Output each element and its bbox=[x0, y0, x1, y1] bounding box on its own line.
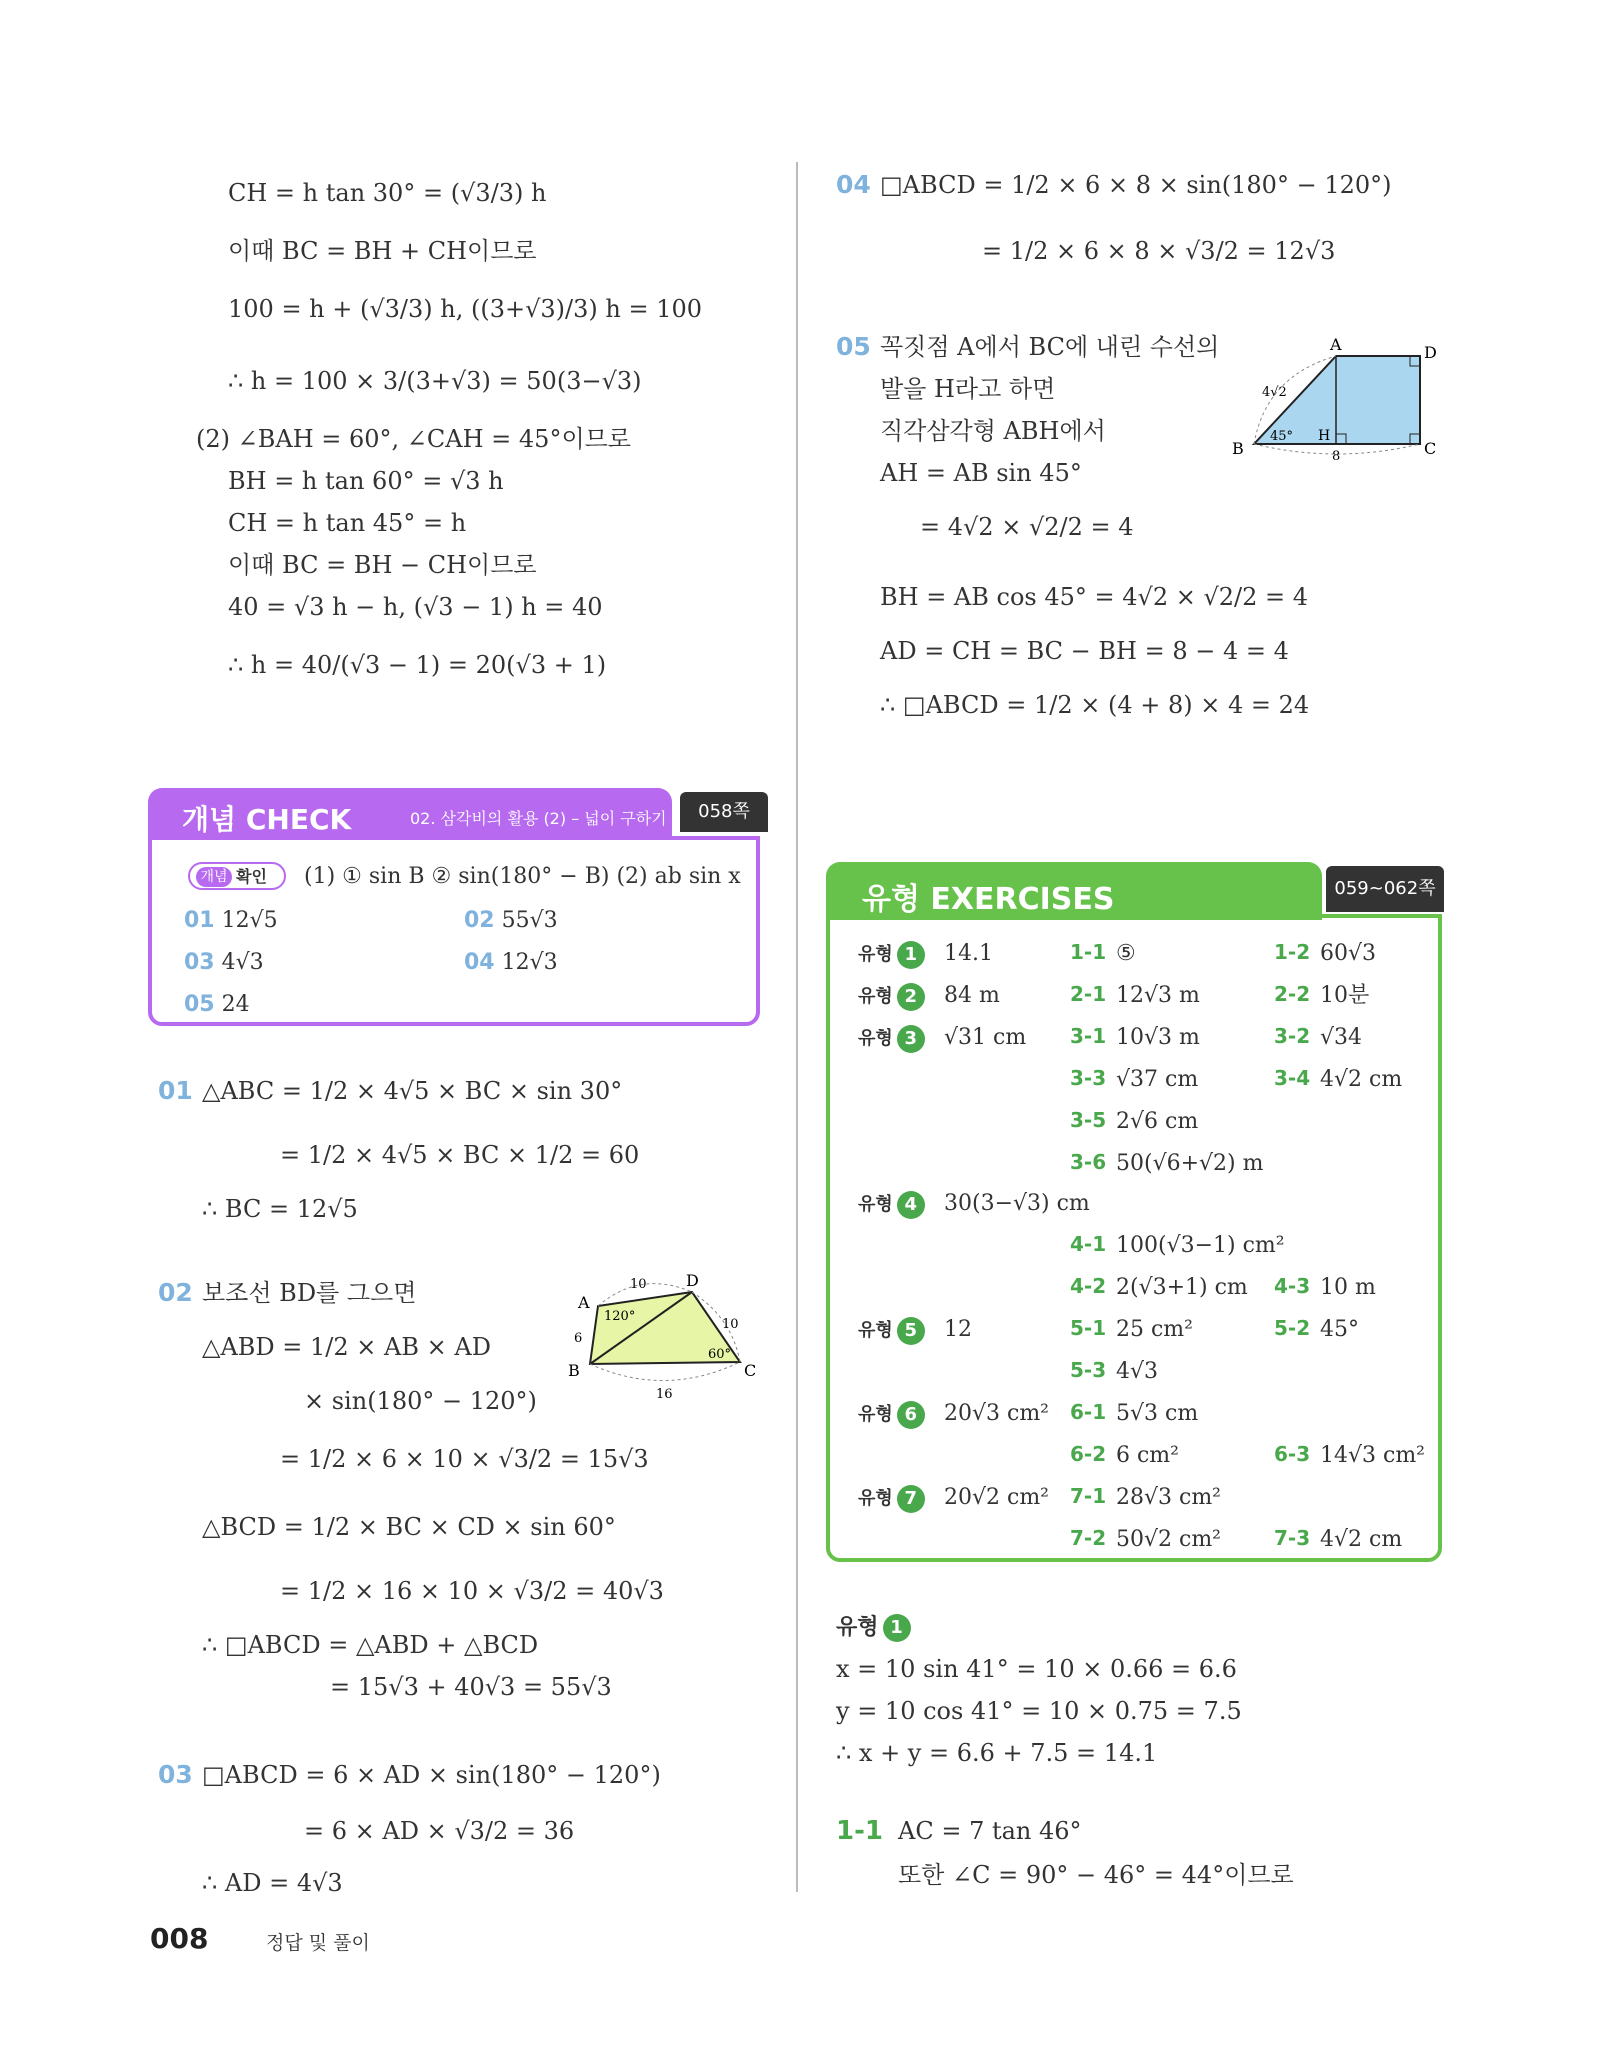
exercise-answer: 25 cm² bbox=[1116, 1317, 1193, 1342]
solution-line: △BCD = 1/2 × BC × CD × sin 60° bbox=[202, 1513, 616, 1541]
exercise-key: 4-1 bbox=[1070, 1232, 1107, 1256]
solution-line: × sin(180° − 120°) bbox=[304, 1387, 537, 1415]
side-ab-label: 4√2 bbox=[1262, 385, 1287, 400]
solution-line: CH = h tan 30° = (√3/3) h bbox=[228, 179, 547, 207]
concept-confirm-pill bbox=[188, 862, 286, 890]
vertex-a-label: A bbox=[578, 1293, 590, 1312]
vertex-c-label: C bbox=[1424, 439, 1437, 458]
solution-line: AD = CH = BC − BH = 8 − 4 = 4 bbox=[880, 637, 1289, 665]
exercise-key: 2-2 bbox=[1274, 982, 1311, 1006]
type-answer: 12 bbox=[944, 1317, 972, 1342]
exercise-key: 5-3 bbox=[1070, 1358, 1107, 1382]
problem-number: 02 bbox=[158, 1278, 193, 1307]
solution-line: 직각삼각형 ABH에서 bbox=[880, 417, 1106, 445]
exercise-answer: 50√2 cm² bbox=[1116, 1527, 1222, 1552]
exercise-key: 6-1 bbox=[1070, 1400, 1107, 1424]
exercise-answer: 10√3 m bbox=[1116, 1025, 1200, 1050]
exercise-answer: 28√3 cm² bbox=[1116, 1485, 1222, 1510]
solution-line: 40 = √3 h − h, (√3 − 1) h = 40 bbox=[228, 593, 603, 621]
solution-line: 보조선 BD를 그으면 bbox=[202, 1279, 417, 1307]
exercise-key: 4-3 bbox=[1274, 1274, 1311, 1298]
solution-line: = 15√3 + 40√3 = 55√3 bbox=[330, 1673, 612, 1701]
exercise-key: 6-3 bbox=[1274, 1442, 1311, 1466]
exercise-answer: 2(√3+1) cm bbox=[1116, 1275, 1248, 1300]
side-bc-label: 8 bbox=[1332, 449, 1341, 460]
solution-line: ∴ □ABCD = 1/2 × (4 + 8) × 4 = 24 bbox=[880, 691, 1310, 719]
vertex-b-label: B bbox=[1232, 439, 1244, 458]
type-answer: 20√3 cm² bbox=[944, 1401, 1050, 1426]
exercises-title: 유형 EXERCISES bbox=[862, 882, 1115, 917]
type-answer: √31 cm bbox=[944, 1025, 1027, 1050]
exercise-key: 3-2 bbox=[1274, 1024, 1311, 1048]
solution-line: 이때 BC = BH − CH이므로 bbox=[228, 551, 537, 579]
angle-c-label: 60° bbox=[708, 1347, 732, 1362]
solution-line: = 1/2 × 4√5 × BC × 1/2 = 60 bbox=[280, 1141, 640, 1169]
solution-line: y = 10 cos 41° = 10 × 0.75 = 7.5 bbox=[836, 1697, 1242, 1725]
solution-key: 1-1 bbox=[836, 1816, 883, 1846]
type-label: 유형 3 bbox=[858, 1024, 925, 1053]
check-item: 01 12√5 bbox=[184, 908, 278, 933]
exercise-answer: 45° bbox=[1320, 1317, 1359, 1342]
solution-line: 또한 ∠C = 90° − 46° = 44°이므로 bbox=[898, 1861, 1294, 1889]
solution-line: ∴ h = 100 × 3/(3+√3) = 50(3−√3) bbox=[228, 367, 642, 395]
exercise-answer: 4√2 cm bbox=[1320, 1067, 1403, 1092]
exercise-answer: 60√3 bbox=[1320, 941, 1377, 966]
exercise-key: 2-1 bbox=[1070, 982, 1107, 1006]
problem-number: 05 bbox=[836, 332, 871, 361]
solution-line: □ABCD = 6 × AD × sin(180° − 120°) bbox=[202, 1761, 661, 1789]
problem-number: 01 bbox=[158, 1076, 193, 1105]
exercise-key: 1-2 bbox=[1274, 940, 1311, 964]
exercise-key: 7-1 bbox=[1070, 1484, 1107, 1508]
side-ab-label: 6 bbox=[574, 1331, 583, 1346]
solution-line: AH = AB sin 45° bbox=[880, 459, 1082, 487]
solution-line: BH = AB cos 45° = 4√2 × √2/2 = 4 bbox=[880, 583, 1309, 611]
concept-check-header bbox=[148, 788, 672, 840]
problem-number: 03 bbox=[158, 1760, 193, 1789]
solution-line: 꼭짓점 A에서 BC에 내린 수선의 bbox=[880, 333, 1220, 361]
solution-line: △ABC = 1/2 × 4√5 × BC × sin 30° bbox=[202, 1077, 623, 1105]
concept-check-title: 개념 CHECK bbox=[182, 803, 352, 836]
column-divider bbox=[796, 162, 798, 1892]
quadrilateral-figure-02 bbox=[560, 1268, 770, 1404]
solution-type-heading: 유형 1 bbox=[836, 1610, 911, 1642]
exercise-answer: 50(√6+√2) m bbox=[1116, 1151, 1264, 1176]
exercise-answer: 5√3 cm bbox=[1116, 1401, 1199, 1426]
solution-line: ∴ BC = 12√5 bbox=[202, 1195, 358, 1223]
type-answer: 30(3−√3) cm bbox=[944, 1191, 1090, 1216]
vertex-c-label: C bbox=[744, 1361, 757, 1380]
solution-line: □ABCD = 1/2 × 6 × 8 × sin(180° − 120°) bbox=[880, 171, 1392, 199]
type-label: 유형 7 bbox=[858, 1484, 925, 1513]
solution-line: ∴ □ABCD = △ABD + △BCD bbox=[202, 1631, 539, 1659]
check-item: 05 24 bbox=[184, 992, 250, 1017]
solution-line: △ABD = 1/2 × AB × AD bbox=[202, 1333, 491, 1361]
vertex-d-label: D bbox=[686, 1271, 699, 1290]
solution-line: CH = h tan 45° = h bbox=[228, 509, 467, 537]
exercises-header bbox=[826, 862, 1322, 920]
solution-line: ∴ AD = 4√3 bbox=[202, 1869, 343, 1897]
check-item: 04 12√3 bbox=[464, 950, 558, 975]
type-answer: 84 m bbox=[944, 983, 1000, 1008]
problem-number: 04 bbox=[836, 170, 871, 199]
solution-line: = 6 × AD × √3/2 = 36 bbox=[304, 1817, 575, 1845]
pill-label-a: 개념 bbox=[196, 867, 232, 887]
footer-title: 정답 및 풀이 bbox=[266, 1932, 370, 1954]
solution-line: 발을 H라고 하면 bbox=[880, 375, 1056, 403]
exercise-key: 3-1 bbox=[1070, 1024, 1107, 1048]
exercise-key: 3-6 bbox=[1070, 1150, 1107, 1174]
concept-check-subtitle: 02. 삼각비의 활용 (2) – 넓이 구하기 bbox=[410, 809, 667, 828]
foot-h-label: H bbox=[1318, 428, 1331, 444]
solution-line: = 4√2 × √2/2 = 4 bbox=[920, 513, 1134, 541]
solution-line: = 1/2 × 6 × 10 × √3/2 = 15√3 bbox=[280, 1445, 649, 1473]
page-number: 008 bbox=[150, 1922, 209, 1955]
solution-line: 100 = h + (√3/3) h, ((3+√3)/3) h = 100 bbox=[228, 295, 702, 323]
check-item: 03 4√3 bbox=[184, 950, 264, 975]
trapezoid-figure-05 bbox=[1226, 330, 1444, 460]
exercise-answer: 2√6 cm bbox=[1116, 1109, 1199, 1134]
solution-line: (2) ∠BAH = 60°, ∠CAH = 45°이므로 bbox=[196, 425, 631, 453]
solution-line: ∴ h = 40/(√3 − 1) = 20(√3 + 1) bbox=[228, 651, 607, 679]
exercise-answer: 14√3 cm² bbox=[1320, 1443, 1426, 1468]
solution-line: x = 10 sin 41° = 10 × 0.66 = 6.6 bbox=[836, 1655, 1237, 1683]
type-label: 유형 2 bbox=[858, 982, 925, 1011]
side-cd-label: 10 bbox=[722, 1317, 739, 1332]
type-answer: 20√2 cm² bbox=[944, 1485, 1050, 1510]
vertex-d-label: D bbox=[1424, 343, 1437, 362]
check-item: 02 55√3 bbox=[464, 908, 558, 933]
solution-line: ∴ x + y = 6.6 + 7.5 = 14.1 bbox=[836, 1739, 1158, 1767]
exercise-key: 3-3 bbox=[1070, 1066, 1107, 1090]
exercise-key: 7-2 bbox=[1070, 1526, 1107, 1550]
pill-label-b: 확인 bbox=[236, 867, 267, 886]
exercise-answer: 6 cm² bbox=[1116, 1443, 1179, 1468]
exercise-answer: 10 m bbox=[1320, 1275, 1376, 1300]
concept-confirm-text: (1) ① sin B ② sin(180° − B) (2) ab sin x bbox=[304, 864, 741, 889]
exercise-key: 1-1 bbox=[1070, 940, 1107, 964]
solution-line: = 1/2 × 16 × 10 × √3/2 = 40√3 bbox=[280, 1577, 664, 1605]
exercise-answer: √34 bbox=[1320, 1025, 1363, 1050]
exercise-answer: 10분 bbox=[1320, 983, 1370, 1008]
type-label: 유형 4 bbox=[858, 1190, 925, 1219]
side-bc-label: 16 bbox=[656, 1387, 673, 1402]
type-answer: 14.1 bbox=[944, 941, 993, 966]
exercise-key: 7-3 bbox=[1274, 1526, 1311, 1550]
exercise-answer: 100(√3−1) cm² bbox=[1116, 1233, 1285, 1258]
angle-b-label: 45° bbox=[1270, 429, 1294, 444]
type-label: 유형 5 bbox=[858, 1316, 925, 1345]
solution-line: AC = 7 tan 46° bbox=[898, 1817, 1082, 1845]
type-label: 유형 6 bbox=[858, 1400, 925, 1429]
exercise-answer: √37 cm bbox=[1116, 1067, 1199, 1092]
vertex-b-label: B bbox=[568, 1361, 580, 1380]
solution-line: BH = h tan 60° = √3 h bbox=[228, 467, 504, 495]
exercise-answer: 4√3 bbox=[1116, 1359, 1159, 1384]
side-ad-label: 10 bbox=[630, 1277, 647, 1292]
solution-line: = 1/2 × 6 × 8 × √3/2 = 12√3 bbox=[982, 237, 1336, 265]
exercise-key: 3-4 bbox=[1274, 1066, 1311, 1090]
exercise-key: 5-1 bbox=[1070, 1316, 1107, 1340]
exercise-answer: ⑤ bbox=[1116, 941, 1136, 966]
exercise-key: 6-2 bbox=[1070, 1442, 1107, 1466]
page-reference-tab: 058쪽 bbox=[680, 792, 768, 832]
solution-line: 이때 BC = BH + CH이므로 bbox=[228, 237, 537, 265]
page-reference-tab: 059~062쪽 bbox=[1326, 866, 1444, 912]
exercise-answer: 12√3 m bbox=[1116, 983, 1200, 1008]
type-label: 유형 1 bbox=[858, 940, 925, 969]
vertex-a-label: A bbox=[1330, 335, 1342, 354]
exercise-key: 4-2 bbox=[1070, 1274, 1107, 1298]
exercise-key: 3-5 bbox=[1070, 1108, 1107, 1132]
angle-a-label: 120° bbox=[604, 1309, 636, 1324]
exercise-key: 5-2 bbox=[1274, 1316, 1311, 1340]
exercise-answer: 4√2 cm bbox=[1320, 1527, 1403, 1552]
